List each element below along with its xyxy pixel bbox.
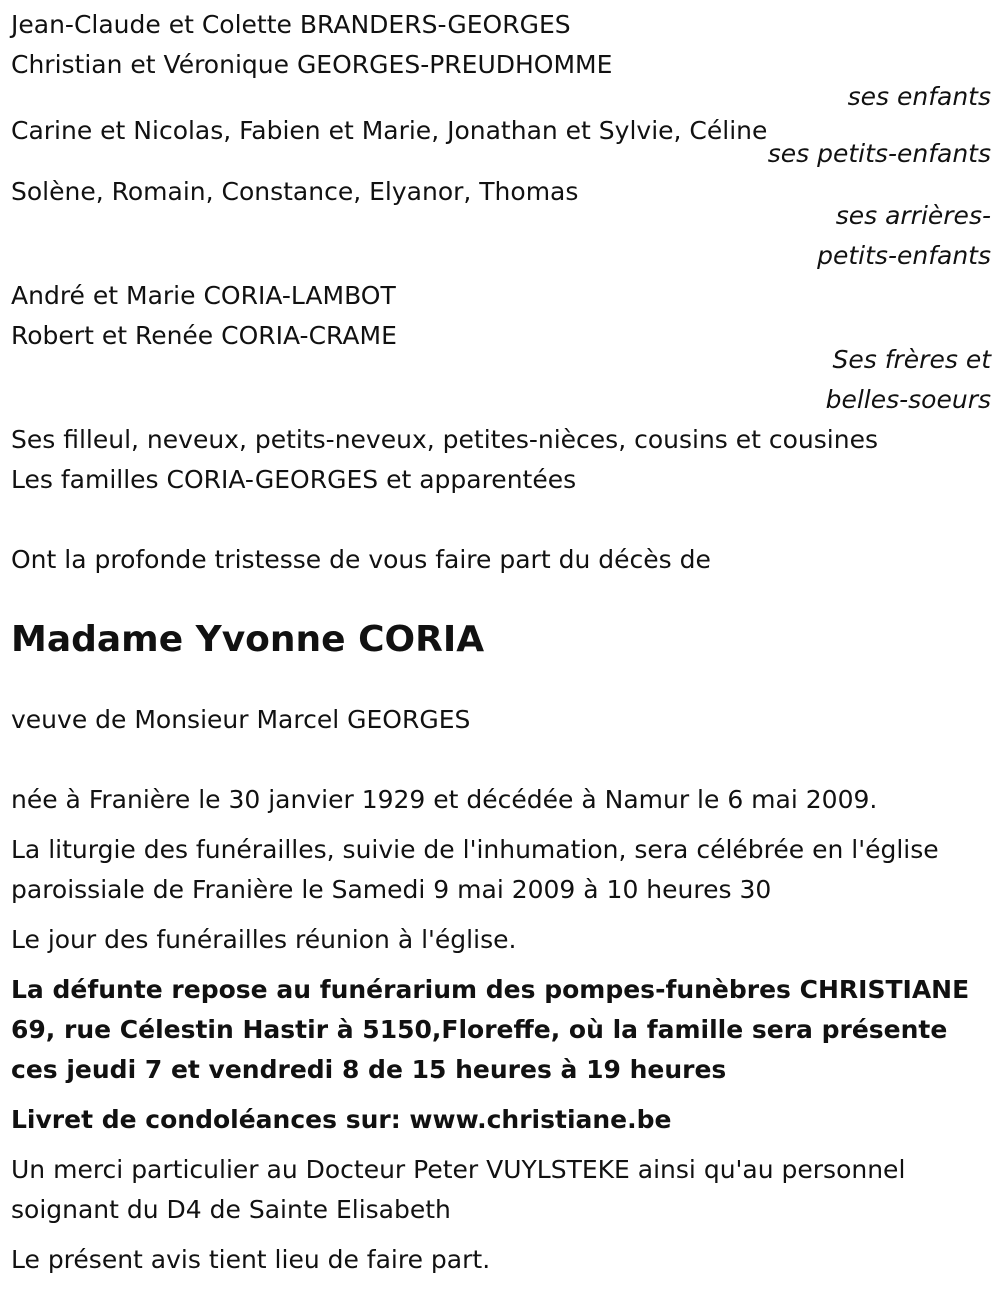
- grandchildren-role: ses petits-enfants: [767, 139, 991, 168]
- closing-text: Le présent avis tient lieu de faire part.: [11, 1245, 491, 1274]
- others-line-1: Ses filleul, neveux, petits-neveux, petites-nièces, cousins et cousines: [11, 425, 878, 454]
- birth-death-dates: née à Franière le 30 janvier 1929 et décédée à Namur le 6 mai 2009.: [11, 785, 878, 814]
- widow-of: veuve de Monsieur Marcel GEORGES: [11, 705, 471, 734]
- deceased-name: Madame Yvonne CORIA: [11, 619, 485, 660]
- announcement-intro: Ont la profonde tristesse de vous faire part du décès de: [11, 545, 711, 574]
- thanks-text: Un merci particulier au Docteur Peter VUYLSTEKE ainsi qu'au personnel soignant du D4 de Sainte Elisabeth: [11, 1155, 906, 1224]
- reunion-text: Le jour des funérailles réunion à l'église.: [11, 925, 517, 954]
- children-role: ses enfants: [847, 82, 991, 111]
- child-line-1: Jean-Claude et Colette BRANDERS-GEORGES: [11, 10, 571, 39]
- condolences-text: Livret de condoléances sur: www.christiane.be: [11, 1105, 672, 1134]
- funerarium-text: La défunte repose au funérarium des pompes-funèbres CHRISTIANE 69, rue Célestin Hastir à 5150,Floreffe, où la famille sera présente ces jeudi 7 et vendredi 8 de 15 heures à 19 heures: [11, 975, 970, 1084]
- liturgy-text: La liturgie des funérailles, suivie de l'inhumation, sera célébrée en l'église paroissiale de Franière le Samedi 9 mai 2009 à 10 heures 30: [11, 835, 939, 904]
- others-line-2: Les familles CORIA-GEORGES et apparentées: [11, 465, 577, 494]
- great-grandchildren-role: ses arrières-petits-enfants: [817, 201, 991, 270]
- sibling-line-1: André et Marie CORIA-LAMBOT: [11, 281, 396, 310]
- obituary-notice: [11, 5, 991, 1280]
- child-line-2: Christian et Véronique GEORGES-PREUDHOMME: [11, 50, 613, 79]
- great-grandchildren-line: Solène, Romain, Constance, Elyanor, Thomas: [11, 177, 579, 206]
- grandchildren-line: Carine et Nicolas, Fabien et Marie, Jonathan et Sylvie, Céline: [11, 116, 768, 145]
- sibling-line-2: Robert et Renée CORIA-CRAME: [11, 321, 397, 350]
- siblings-role: Ses frères et belles-soeurs: [825, 345, 991, 414]
